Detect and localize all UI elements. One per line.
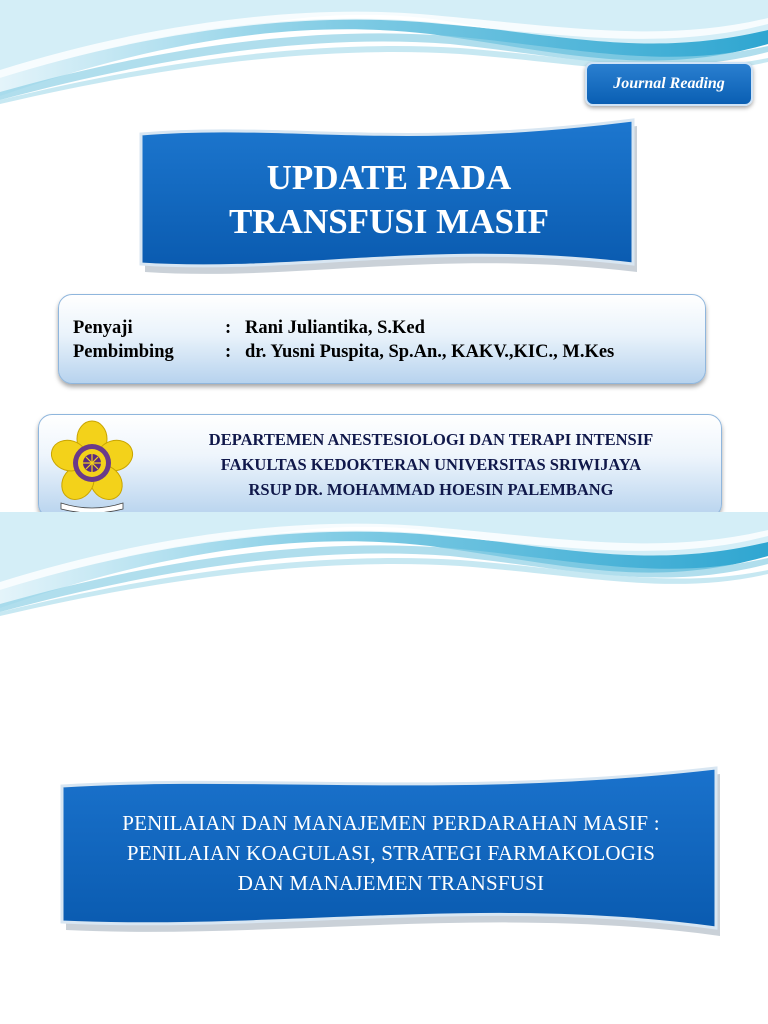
university-seal-icon (43, 419, 141, 512)
slide-title-text (135, 118, 643, 278)
department-box (38, 414, 722, 512)
department-line-1: DEPARTEMEN ANESTESIOLOGI DAN TERAPI INTENSIF (208, 430, 654, 449)
presenter-label: Penyaji (73, 318, 133, 338)
presenter-info-box (58, 294, 706, 384)
supervisor-name: dr. Yusni Puspita, Sp.An., KAKV.,KIC., M.Kes (245, 342, 615, 362)
department-text (143, 427, 719, 502)
subtitle-line-3: DAN MANAJEMEN TRANSFUSI (237, 871, 545, 895)
subtitle-line-1: PENILAIAN DAN MANAJEMEN PERDARAHAN MASIF : (122, 811, 660, 835)
subtitle-text (56, 766, 726, 940)
title-banner (135, 118, 643, 278)
department-line-2: FAKULTAS KEDOKTERAN UNIVERSITAS SRIWIJAYA (220, 455, 642, 474)
supervisor-separator: : (225, 342, 232, 362)
presenter-separator: : (225, 318, 232, 338)
subtitle-line-2: PENILAIAN KOAGULASI, STRATEGI FARMAKOLOGIS (126, 841, 656, 865)
department-line-3: RSUP DR. MOHAMMAD HOESIN PALEMBANG (248, 480, 614, 499)
wave-decoration (0, 512, 768, 642)
subtitle-banner (56, 766, 726, 940)
title-line-1: UPDATE PADA (266, 158, 512, 197)
title-line-2: TRANSFUSI MASIF (229, 202, 549, 241)
journal-reading-badge: Journal Reading (585, 62, 753, 106)
presenter-name: Rani Juliantika, S.Ked (245, 318, 425, 338)
supervisor-label: Pembimbing (73, 342, 174, 362)
slide-subtitle (0, 512, 768, 1024)
